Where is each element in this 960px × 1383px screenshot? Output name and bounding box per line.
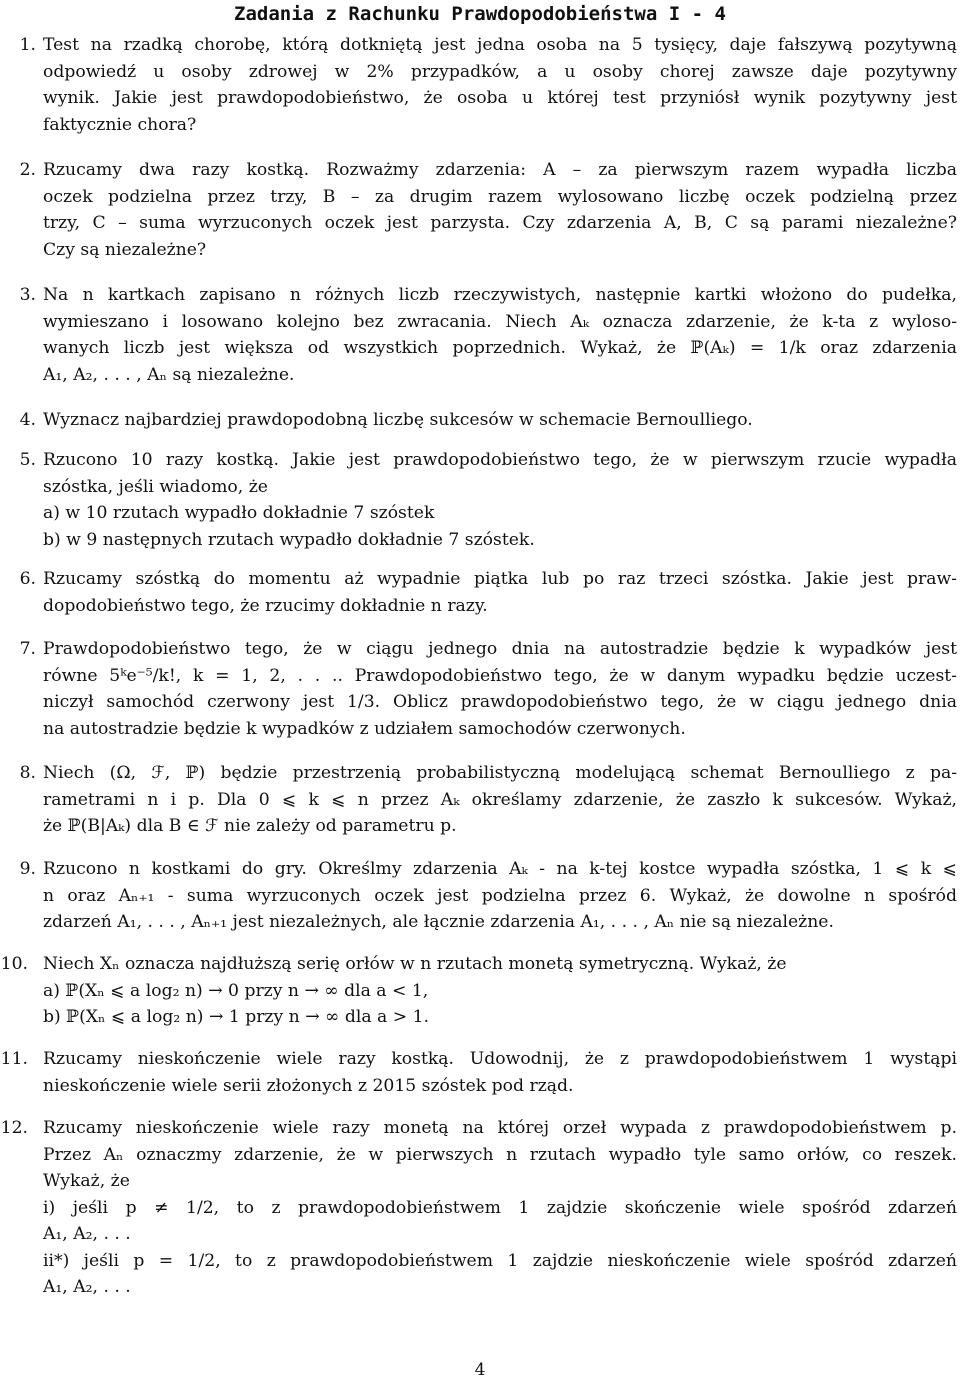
- text-line: rametrami n i p. Dla 0 ⩽ k ⩽ n przez Aₖ określamy zdarzenie, że zaszło k sukcesów. Wykaż,: [43, 789, 957, 810]
- problem-text: [43, 157, 957, 263]
- text-line: że ℙ(B|Aₖ) dla B ∈ ℱ nie zależy od parametru p.: [43, 816, 457, 836]
- text-line: A₁, A₂, . . .: [43, 1224, 131, 1244]
- problem-number: 11.: [0, 1049, 28, 1069]
- page-title: Zadania z Rachunku Prawdopodobieństwa I - 4: [234, 3, 726, 25]
- text-line: odpowiedź u osoby zdrowej w 2% przypadków, a u osoby chorej zawsze daje pozytywny: [43, 61, 957, 82]
- text-line: oczek podzielna przez trzy, B – za drugim razem wylosowano liczbę oczek podzielną przez: [43, 186, 957, 207]
- text-line: b) ℙ(Xₙ ⩽ a log₂ n) → 1 przy n → ∞ dla a > 1.: [43, 1007, 430, 1027]
- problem-text: [43, 856, 957, 936]
- problem-text: [43, 32, 957, 138]
- problem-number: 4.: [19, 410, 36, 430]
- problem-text: [43, 951, 957, 1031]
- text-line: Przez Aₙ oznaczmy zdarzenie, że w pierwszych n rzutach wypadło tyle samo orłów, co reszek.: [43, 1144, 957, 1165]
- text-line: wymieszano i losowano kolejno bez zwracania. Niech Aₖ oznacza zdarzenie, że k-ta z wyloso-: [43, 311, 957, 332]
- text-line: Rzucamy dwa razy kostką. Rozważmy zdarzenia: A – za pierwszym razem wypadła liczba: [43, 160, 957, 180]
- problem-text: [43, 1115, 957, 1301]
- problem-number: 8.: [19, 763, 36, 783]
- problem-text: [43, 566, 957, 619]
- text-line: wynik. Jakie jest prawdopodobieństwo, że osoba u której test przyniósł wynik pozytywny jest: [43, 88, 957, 108]
- problem-text: [43, 447, 957, 553]
- text-line: Rzucamy nieskończenie wiele razy kostką. Udowodnij, że z prawdopodobieństwem 1 wystąpi: [43, 1049, 957, 1069]
- problem-number: 12.: [0, 1118, 28, 1138]
- text-line: faktycznie chora?: [43, 114, 197, 135]
- problem-number: 7.: [19, 639, 36, 659]
- problem-number: 1.: [19, 35, 36, 55]
- text-line: Rzucono n kostkami do gry. Określmy zdarzenia Aₖ - na k-tej kostce wypadła szóstka, 1 ⩽ k ⩽: [43, 859, 957, 879]
- text-line: Wyznacz najbardziej prawdopodobną liczbę sukcesów w schemacie Bernoulliego.: [43, 410, 753, 430]
- text-line: szóstka, jeśli wiadomo, że: [43, 476, 268, 497]
- text-line: nieskończenie wiele serii złożonych z 2015 szóstek pod rząd.: [43, 1075, 574, 1096]
- text-line: Prawdopodobieństwo tego, że w ciągu jednego dnia na autostradzie będzie k wypadków jest: [43, 639, 957, 659]
- text-line: równe 5ᵏe⁻⁵/k!, k = 1, 2, . . .. Prawdopodobieństwo tego, że w danym wypadku będzie uczest-: [43, 665, 957, 686]
- text-line: A₁, A₂, . . . , Aₙ są niezależne.: [43, 364, 295, 385]
- text-line: dopodobieństwo tego, że rzucimy dokładnie n razy.: [43, 595, 488, 616]
- page-number: 4: [474, 1360, 486, 1380]
- problem-text: [43, 407, 957, 434]
- problem-text: [43, 282, 957, 388]
- text-line: Czy są niezależne?: [43, 239, 207, 260]
- text-line: b) w 9 następnych rzutach wypadło dokładnie 7 szóstek.: [43, 529, 535, 550]
- text-line: ii*) jeśli p = 1/2, to z prawdopodobieństwem 1 zajdzie nieskończenie wiele spośród zdarzeń: [43, 1250, 957, 1271]
- text-line: na autostradzie będzie k wypadków z udziałem samochodów czerwonych.: [43, 718, 686, 739]
- problem-number: 2.: [19, 160, 36, 180]
- text-line: A₁, A₂, . . .: [43, 1277, 131, 1297]
- problem-number: 6.: [19, 569, 36, 589]
- text-line: zdarzeń A₁, . . . , Aₙ₊₁ jest niezależnych, ale łącznie zdarzenia A₁, . . . , Aₙ nie są niezależne.: [43, 912, 834, 932]
- text-line: trzy, C – suma wyrzuconych oczek jest parzysta. Czy zdarzenia A, B, C są parami niezależne?: [43, 213, 957, 233]
- problem-text: [43, 1046, 957, 1099]
- problem-number: 10.: [0, 954, 28, 974]
- text-line: i) jeśli p ≠ 1/2, to z prawdopodobieństwem 1 zajdzie skończenie wiele spośród zdarzeń: [43, 1197, 957, 1218]
- text-line: Rzucamy szóstką do momentu aż wypadnie piątka lub po raz trzeci szóstka. Jakie jest praw-: [43, 569, 957, 589]
- text-line: niczył samochód czerwony jest 1/3. Oblicz prawdopodobieństwo tego, że w ciągu jednego dnia: [43, 692, 957, 712]
- text-line: a) w 10 rzutach wypadło dokładnie 7 szóstek: [43, 503, 435, 523]
- text-line: Na n kartkach zapisano n różnych liczb rzeczywistych, następnie kartki włożono do pudełka,: [43, 285, 957, 305]
- text-line: a) ℙ(Xₙ ⩽ a log₂ n) → 0 przy n → ∞ dla a < 1,: [43, 980, 429, 1001]
- text-line: Wykaż, że: [43, 1171, 130, 1191]
- problem-number: 5.: [19, 450, 36, 470]
- problem-text: [43, 760, 957, 840]
- text-line: Rzucono 10 razy kostką. Jakie jest prawdopodobieństwo tego, że w pierwszym rzucie wypadła: [43, 450, 957, 470]
- text-line: n oraz Aₙ₊₁ - suma wyrzuconych oczek jest podzielna przez 6. Wykaż, że dowolne n spośród: [43, 885, 957, 906]
- text-line: wanych liczb jest większa od wszystkich poprzednich. Wykaż, że ℙ(Aₖ) = 1/k oraz zdarzenia: [43, 338, 957, 358]
- text-line: Rzucamy nieskończenie wiele razy monetą na której orzeł wypada z prawdopodobieństwem p.: [43, 1118, 957, 1138]
- problem-text: [43, 636, 957, 742]
- problem-number: 9.: [19, 859, 36, 879]
- problem-number: 3.: [19, 285, 36, 305]
- text-line: Niech Xₙ oznacza najdłuższą serię orłów w n rzutach monetą symetryczną. Wykaż, że: [43, 954, 787, 974]
- text-line: Niech (Ω, ℱ, ℙ) będzie przestrzenią probabilistyczną modelującą schemat Bernoulliego z pa-: [43, 763, 957, 783]
- text-line: Test na rzadką chorobę, którą dotkniętą jest jedna osoba na 5 tysięcy, daje fałszywą pozytywną: [43, 35, 957, 55]
